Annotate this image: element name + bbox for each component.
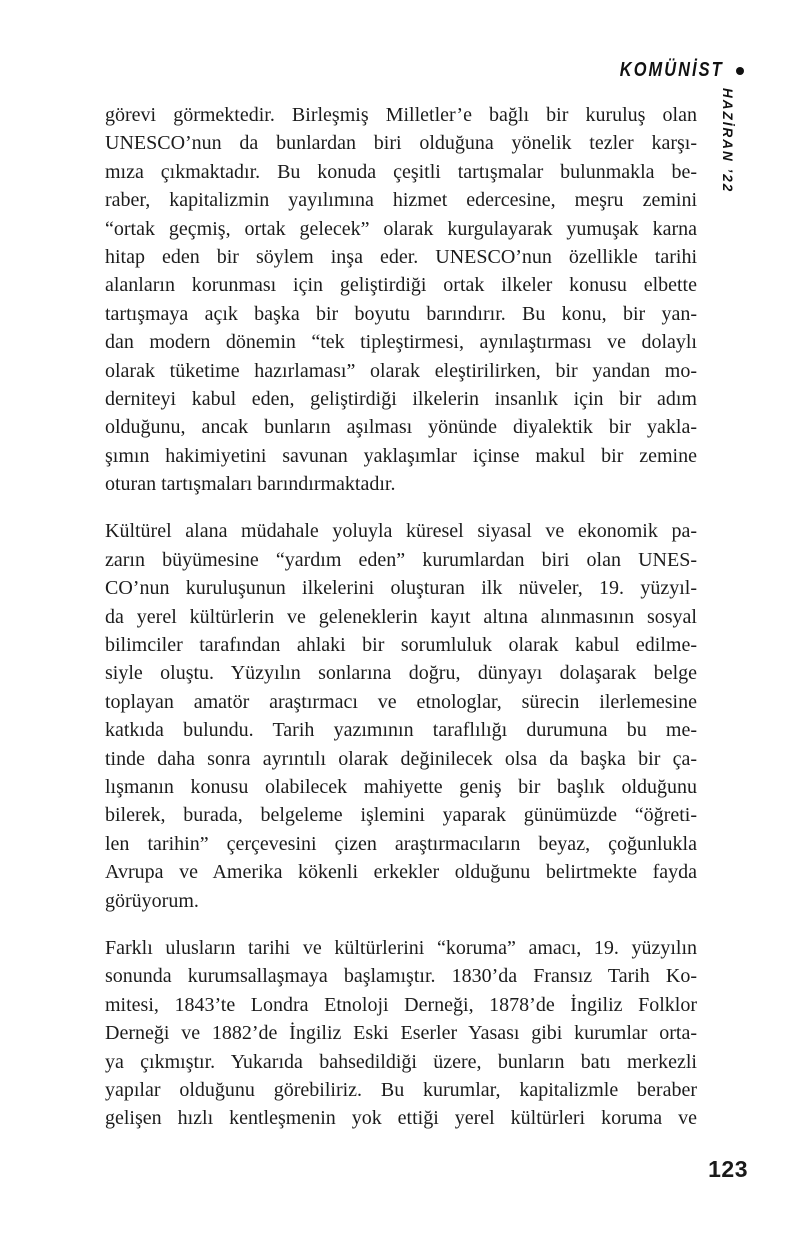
text-line: toplayan amatör araştırmacı ve etnologlar, sürecin ilerlemesine [105,690,697,713]
masthead [597,59,744,82]
issue-date-vertical: HAZİRAN ’22 [720,88,735,194]
text-line: görevi görmektedir. Birleşmiş Milletler’e bağlı bir kuruluş olan [105,104,697,126]
text-line: tartışmaya açık başka bir boyutu barındırır. Bu konu, bir yan- [105,302,697,325]
paragraph [105,101,697,498]
text-line: len tarihin” çerçevesini çizen araştırmacıların beyaz, çoğunlukla [105,832,697,855]
text-column [105,101,697,1133]
text-line: da yerel kültürlerin ve geleneklerin kayıt altına alınmasının sosyal [105,605,697,628]
text-line: UNESCO’nun da bunlardan biri olduğuna yönelik tezler karşı- [105,132,697,155]
text-line: gelişen hızlı kentleşmenin yok ettiği yerel kültürleri koruma ve [105,1107,697,1130]
text-line: alanların korunması için geliştirdiği ortak ilkeler konusu elbette [105,274,697,297]
text-line: oturan tartışmaları barındırmaktadır. [105,473,396,496]
text-line: zarın büyümesine “yardım eden” kurumlardan biri olan UNES- [105,548,697,571]
text-line: mıza çıkmaktadır. Bu konuda çeşitli tartışmalar bulunmakla be- [105,160,697,183]
text-line: derniteyi kabul eden, geliştirdiği ilkelerin insanlık için bir adım [105,387,697,410]
text-line: Derneği ve 1882’de İngiliz Eski Eserler Yasası gibi kurumlar orta- [105,1022,697,1045]
text-line: Avrupa ve Amerika kökenli erkekler olduğunu belirtmekte fayda [105,861,697,884]
text-line: şımın hakimiyetini savunan yaklaşımlar içinse makul bir zemine [105,444,697,467]
text-line: lışmanın konusu olabilecek mahiyette geniş bir başlık olduğunu [105,775,697,798]
masthead-title: KOMÜNİST [620,59,724,81]
text-line: bilerek, burada, belgeleme işlemini yaparak günümüzde “öğreti- [105,804,697,827]
text-line: sonunda kurumsallaşmaya başlamıştır. 1830’da Fransız Tarih Ko- [105,965,697,988]
text-line: ya çıkmıştır. Yukarıda bahsedildiği üzere, bunların batı merkezli [105,1050,697,1073]
text-line: “ortak geçmiş, ortak gelecek” olarak kurgulayarak yumuşak karna [105,217,697,240]
page-number: 123 [708,1156,748,1182]
text-line: hitap eden bir söylem inşa eder. UNESCO’nun özellikle tarihi [105,245,697,268]
text-line: olduğunu, ancak bunların aşılması yönünde diyalektik bir yakla- [105,416,697,439]
bullet-icon [736,67,744,75]
text-line: dan modern dönemin “tek tipleştirmesi, aynılaştırması ve dolaylı [105,331,697,354]
text-line: Kültürel alana müdahale yoluyla küresel siyasal ve ekonomik pa- [105,520,697,543]
text-line: mitesi, 1843’te Londra Etnoloji Derneği, 1878’de İngiliz Folklor [105,993,697,1016]
text-line: siyle oluştu. Yüzyılın sonlarına doğru, dünyayı dolaşarak belge [105,662,697,685]
paragraph [105,934,697,1133]
text-line: yapılar olduğunu görebiliriz. Bu kurumlar, kapitalizmle beraber [105,1078,697,1101]
text-line: CO’nun kuruluşunun ilkelerini oluşturan ilk nüveler, 19. yüzyıl- [105,577,697,600]
text-line: olarak tüketime hazırlaması” olarak eleştirilirken, bir yandan mo- [105,359,697,382]
paragraph [105,517,697,914]
text-line: katkıda bulundu. Tarih yazımının taraflılığı durumuna bu me- [105,719,697,742]
text-line: raber, kapitalizmin yayılımına hizmet edercesine, meşru zemini [105,189,697,212]
text-line: tinde daha sonra ayrıntılı olarak değinilecek olsa da başka bir ça- [105,747,697,770]
text-line: Farklı ulusların tarihi ve kültürlerini “koruma” amacı, 19. yüzyılın [105,936,697,959]
text-line: görüyorum. [105,889,199,912]
text-line: bilimciler tarafından ahlaki bir sorumluluk olarak kabul edilme- [105,634,697,657]
